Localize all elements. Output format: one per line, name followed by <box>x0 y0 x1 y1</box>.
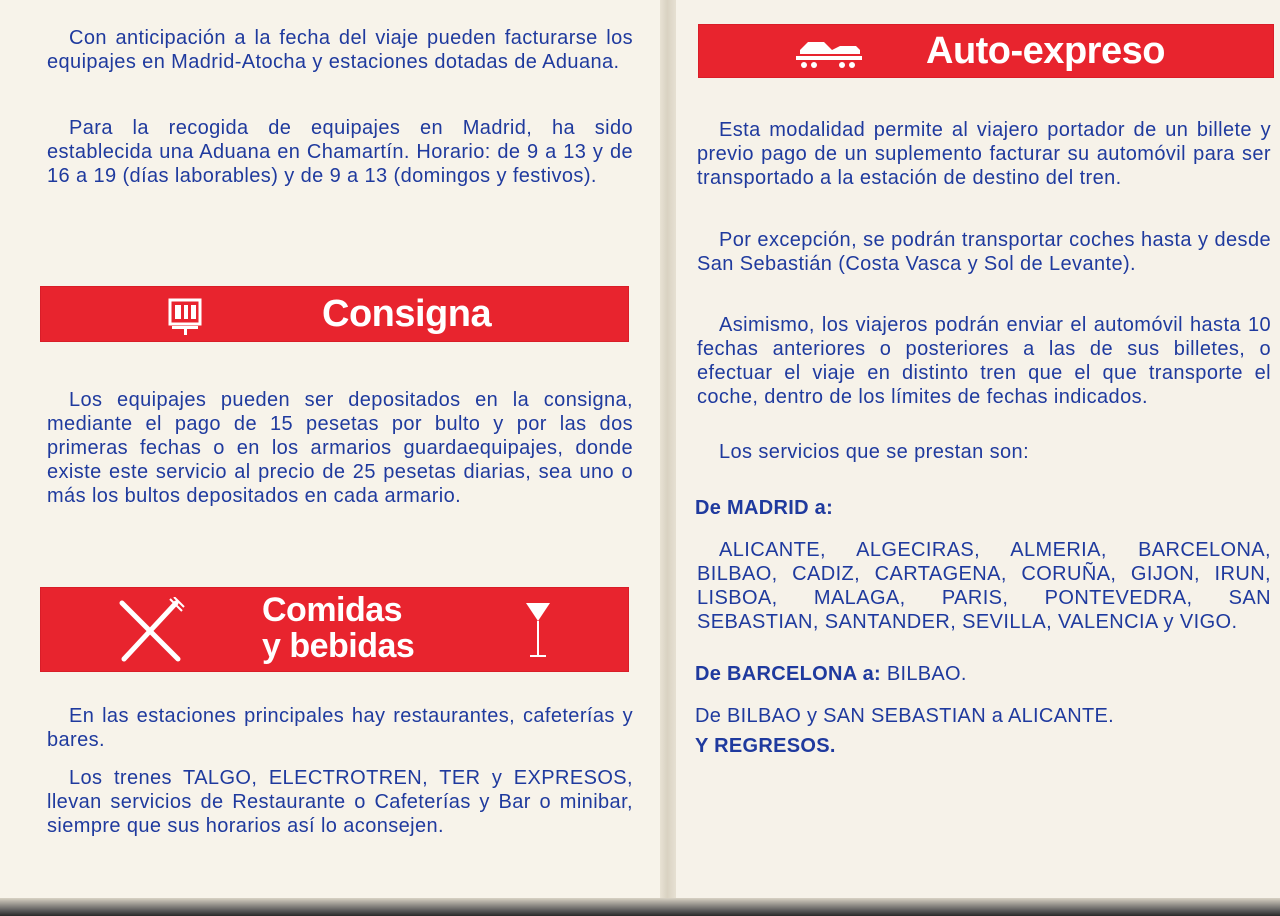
madrid-heading: De MADRID a: <box>695 497 834 519</box>
intro-paragraph-1: Con anticipación a la fecha del viaje pueden facturarse los equipajes en Madrid-Atocha y estaciones dotadas de Aduana. <box>47 27 633 73</box>
consigna-banner <box>40 286 629 342</box>
auto-expreso-banner <box>698 24 1274 78</box>
regresos-line: Y REGRESOS. <box>695 735 836 757</box>
auto-paragraph-4: Los servicios que se prestan son: <box>719 441 1030 463</box>
luggage-locker-icon <box>164 294 208 338</box>
barcelona-heading: De BARCELONA a: <box>695 663 881 685</box>
madrid-destinations: ALICANTE, ALGECIRAS, ALMERIA, BARCELONA, BILBAO, CADIZ, CARTAGENA, CORUÑA, GIJON, IRUN, LISBOA, MALAGA, PARIS, PONTEVEDRA, SAN SEBASTIAN, SANTANDER, SEVILLA, VALENCIA y VIGO. <box>697 539 1271 633</box>
comidas-paragraph-2: Los trenes TALGO, ELECTROTREN, TER y EXPRESOS, llevan servicios de Restaurante o Cafeterías y Bar o minibar, siempre que sus horarios así lo aconsejen. <box>47 767 633 837</box>
bilbao-prefix: De <box>695 705 722 727</box>
wine-glass-icon <box>520 599 556 663</box>
barcelona-line <box>695 662 967 686</box>
comidas-title-line1: Comidas <box>262 591 403 629</box>
page-bottom-edge <box>0 898 1280 916</box>
bilbao-line <box>695 704 1114 728</box>
intro-paragraph-2: Para la recogida de equipajes en Madrid, ha sido establecida una Aduana en Chamartín. Horario: de 9 a 13 y de 16 a 19 (días laborables) y de 9 a 13 (domingos y festivos). <box>47 117 633 187</box>
auto-paragraph-2: Por excepción, se podrán transportar coches hasta y desde San Sebastián (Costa Vasca y Sol de Levante). <box>697 229 1271 275</box>
page-gutter <box>660 0 676 916</box>
comidas-paragraph-1: En las estaciones principales hay restaurantes, cafeterías y bares. <box>47 705 633 751</box>
comidas-banner <box>40 587 629 672</box>
fork-knife-icon <box>114 597 186 663</box>
auto-paragraph-1: Esta modalidad permite al viajero portador de un billete y previo pago de un suplemento facturar su automóvil para ser transportado a la estación de destino del tren. <box>697 119 1271 189</box>
comidas-title-line2: y bebidas <box>262 627 415 665</box>
car-transporter-icon <box>794 34 864 70</box>
consigna-paragraph: Los equipajes pueden ser depositados en la consigna, mediante el pago de 15 pesetas por bulto y por las dos primeras fechas o en los armarios guardaequipajes, donde existe este servicio al precio de 25 pesetas diarias, sea uno o más los bultos depositados en cada armario. <box>47 389 633 507</box>
auto-paragraph-3: Asimismo, los viajeros podrán enviar el automóvil hasta 10 fechas anteriores o posteriores a las de sus billetes, o efectuar el viaje en distinto tren que el que transporte el coche, dentro de los límites de fechas indicados. <box>697 314 1271 408</box>
auto-expreso-title: Auto-expreso <box>926 30 1165 72</box>
bilbao-destinations: BILBAO y SAN SEBASTIAN a ALICANTE. <box>727 705 1115 727</box>
barcelona-destination: BILBAO. <box>886 663 967 685</box>
consigna-title: Consigna <box>322 293 492 335</box>
